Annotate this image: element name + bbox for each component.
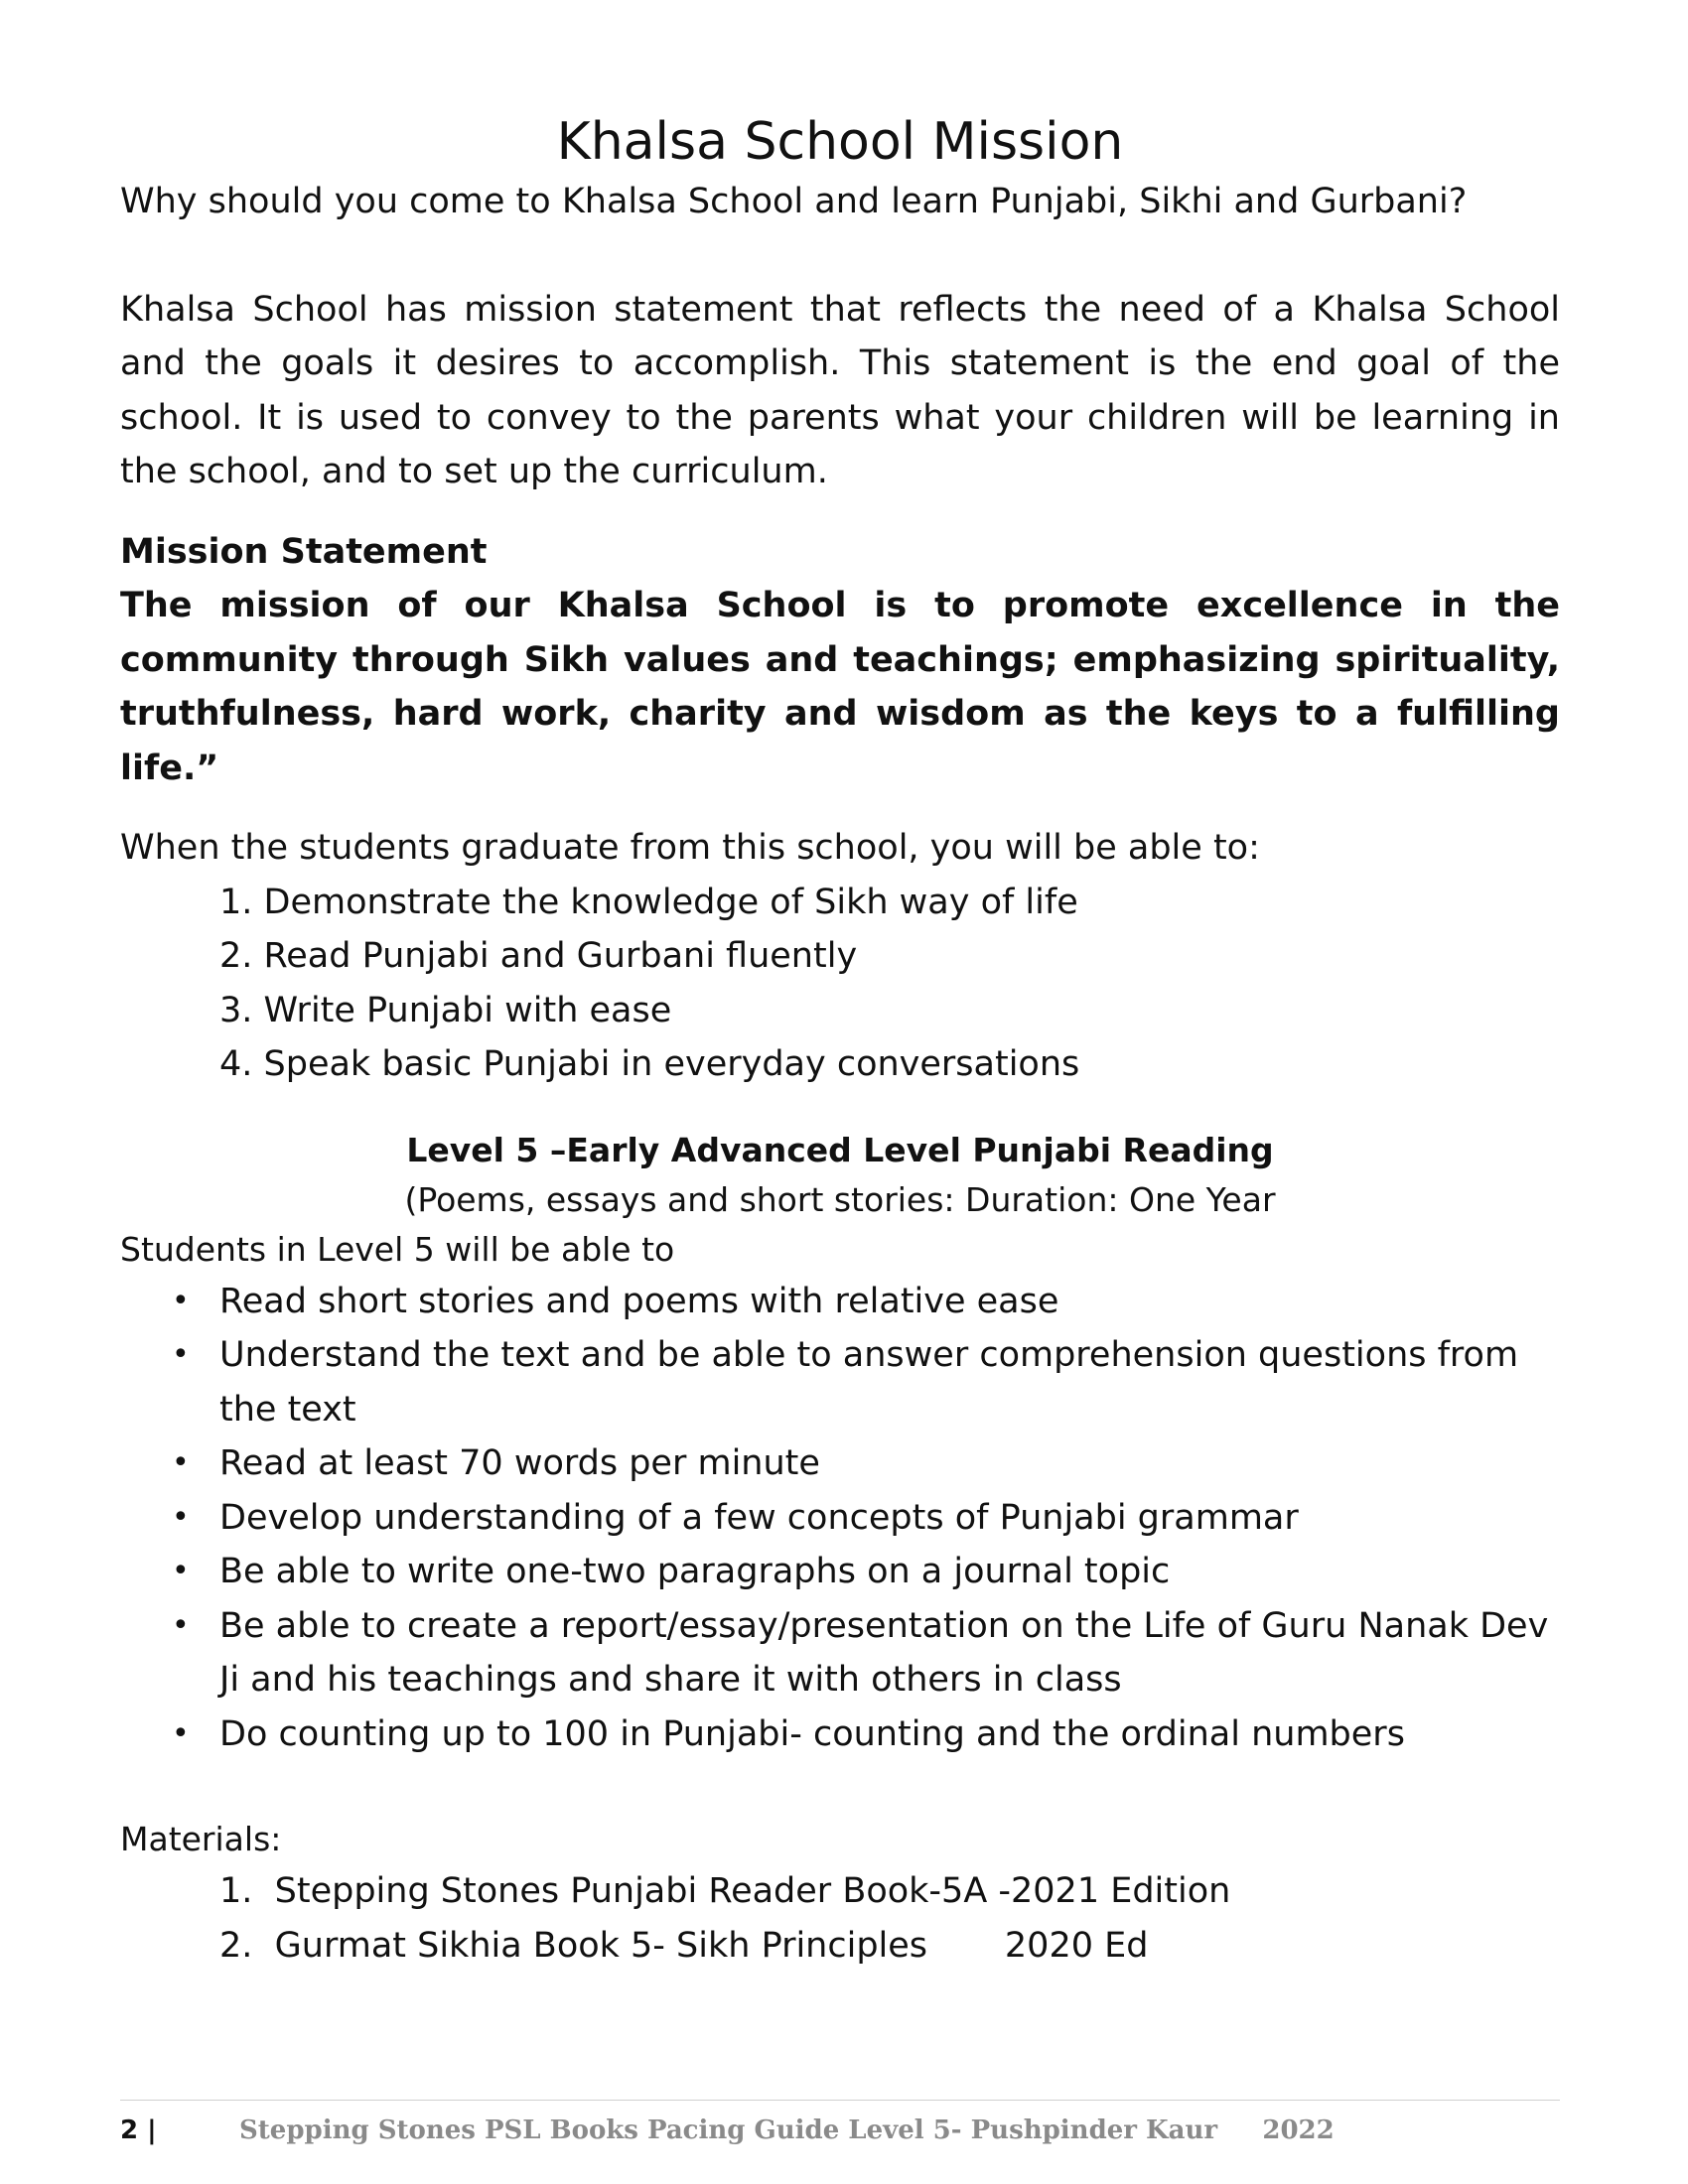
spacer [120,795,1560,821]
list-item: 1. Demonstrate the knowledge of Sikh way of life [219,882,1078,922]
list-item-text: Understand the text and be able to answer comprehension questions from the text [219,1335,1519,1430]
list-item: 1. Stepping Stones Punjabi Reader Book-5A -2021 Edition [219,1871,1231,1911]
list-item: 3. Write Punjabi with ease [219,990,672,1030]
page-footer [120,2111,1560,2150]
level-subheading: (Poems, essays and short stories: Duration: One Year [404,1179,1276,1219]
spacer [120,499,1560,525]
bullet-icon: • [172,1554,190,1588]
spacer [120,1761,1560,1815]
bullet-icon: • [172,1715,190,1751]
footer-running-text: Stepping Stones PSL Books Pacing Guide Level 5- Pushpinder Kaur 2022 [239,2116,1335,2145]
list-item [120,1328,1560,1436]
list-item-text: Be able to create a report/essay/presentation on the Life of Guru Nanak Dev Ji and his teachings and share it with others in class [219,1605,1549,1700]
list-item [120,1545,1560,1599]
spacer [120,1092,1560,1126]
list-item-text: Develop understanding of a few concepts of Punjabi grammar [219,1497,1299,1538]
level-lead: Students in Level 5 will be able to [120,1229,675,1269]
materials-heading: Materials: [120,1820,282,1858]
page-number: 2 | [120,2116,157,2145]
footer-divider [120,2100,1560,2101]
spacer [120,229,1560,283]
list-item: 2. Read Punjabi and Gurbani fluently [219,936,858,976]
list-item: 4. Speak basic Punjabi in everyday conversations [219,1044,1080,1084]
list-item-text: Be able to write one-two paragraphs on a journal topic [219,1552,1171,1591]
bullet-icon: • [172,1445,190,1480]
materials-list [120,1864,1560,1973]
bullet-icon: • [172,1499,190,1535]
level-heading: Level 5 –Early Advanced Level Punjabi Reading [406,1130,1274,1169]
mission-statement: The mission of our Khalsa School is to promote excellence in the community through Sikh values and teachings; emphasizing spirituality, truthfulness, hard work, charity and wisdom as the keys to a fulfilling life.” [120,586,1560,788]
document-page [120,109,1560,1973]
page-title: Khalsa School Mission [556,112,1124,172]
bullet-icon: • [172,1607,190,1643]
list-item [120,1436,1560,1491]
bullet-icon: • [172,1337,190,1372]
list-item [120,1275,1560,1329]
list-item: 2. Gurmat Sikhia Book 5- Sikh Principles 2020 Ed [219,1925,1149,1966]
list-item [120,1491,1560,1546]
list-item-text: Do counting up to 100 in Punjabi- counting and the ordinal numbers [219,1713,1405,1754]
list-item [120,1599,1560,1707]
level-outcomes-list [120,1275,1560,1762]
list-item [120,1707,1560,1762]
intro-question: Why should you come to Khalsa School and learn Punjabi, Sikhi and Gurbani? [120,182,1468,221]
mission-heading: Mission Statement [120,531,488,572]
list-item-text: Read short stories and poems with relative ease [219,1281,1059,1321]
bullet-icon: • [172,1283,190,1318]
graduation-lead: When the students graduate from this school, you will be able to: [120,828,1260,868]
graduation-list [120,876,1560,1092]
intro-paragraph: Khalsa School has mission statement that reflects the need of a Khalsa School and the goals it desires to accomplish. This statement is the end goal of the school. It is used to convey to the parents what your children will be learning in the school, and to set up the curriculum. [120,289,1560,491]
list-item-text: Read at least 70 words per minute [219,1443,820,1483]
